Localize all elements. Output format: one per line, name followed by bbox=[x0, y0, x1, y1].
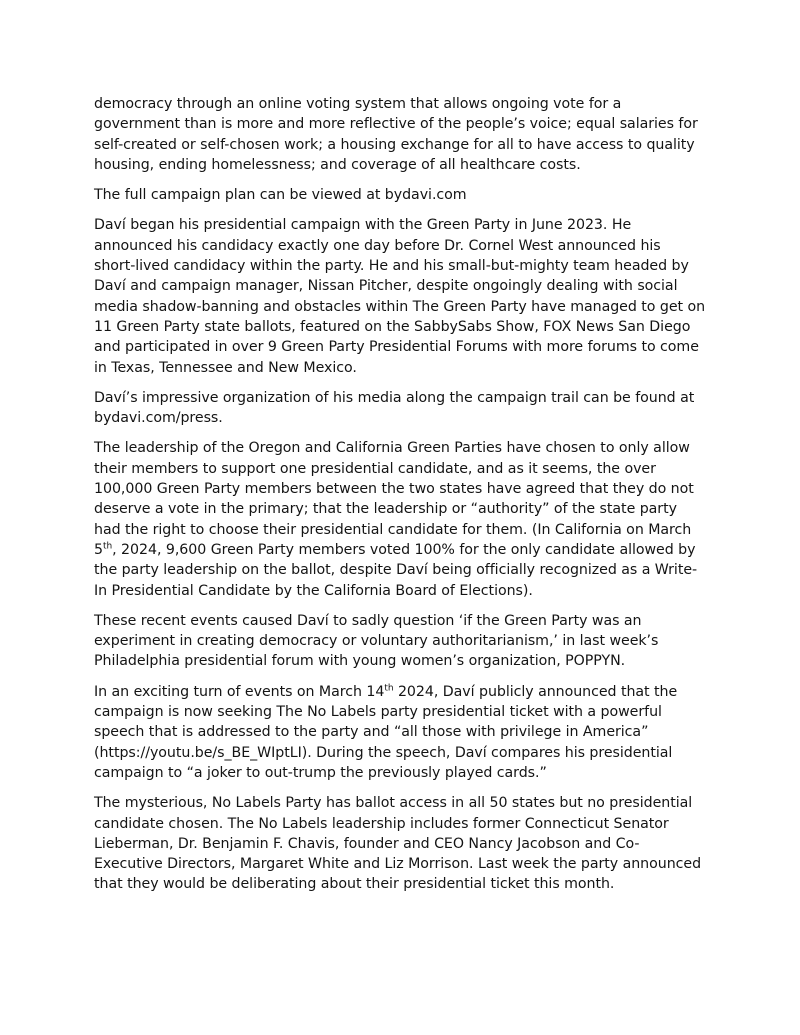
ordinal-suffix: th bbox=[102, 541, 113, 552]
paragraph-green-party-leadership bbox=[94, 438, 706, 600]
paragraph-platform: democracy through an online voting system that allows ongoing vote for a government than is more and more reflective of the people’s voice; equal salaries for self-created or self-chosen work; a housing exchange for all to have access to quality housing, ending homelessness; and coverage of all healthcare costs. bbox=[94, 96, 698, 173]
paragraph-recent-events: These recent events caused Daví to sadly question ‘if the Green Party was an experiment in creating democracy or voluntary authoritarianism,’ in last week’s Philadelphia presidential forum with young women’s organization, POPPYN. bbox=[94, 612, 659, 670]
paragraph-media-organization: Daví’s impressive organization of his media along the campaign trail can be found at bydavi.com/press. bbox=[94, 389, 695, 427]
paragraph-text: 2024, Daví publicly announced that the campaign is now seeking The No Labels party presidential ticket with a powerful speech that is addressed to the party and “all those with privilege in America” (https://youtu.be/s_BE_WIptLI). During the speech, Daví compares his presidential campaign to “a joker to out-trump the previously played cards.” bbox=[94, 683, 678, 781]
ordinal-suffix: th bbox=[384, 682, 394, 693]
document-page bbox=[94, 94, 706, 905]
paragraph-no-labels-party: The mysterious, No Labels Party has ballot access in all 50 states but no presidential candidate chosen. The No Labels leadership includes former Connecticut Senator Lieberman, Dr. Benjamin F. Chavis, founder and CEO Nancy Jacobson and Co-Executive Directors, Margaret White and Liz Morrison. Last week the party announced that they would be deliberating about their presidential ticket this month. bbox=[94, 795, 702, 893]
paragraph-campaign-plan: The full campaign plan can be viewed at bydavi.com bbox=[94, 187, 467, 204]
paragraph-no-labels-announcement bbox=[94, 682, 706, 783]
paragraph-text: In an exciting turn of events on March 14 bbox=[94, 683, 385, 700]
paragraph-text: The leadership of the Oregon and California Green Parties have chosen to only allow their members to support one presidential candidate, and as it seems, the over 100,000 Green Party members between the two states have agreed that they do not deserve a vote in the primary; that the leadership or “authority” of the state party had the right to choose their presidential candidate for them. (In California on March 5 bbox=[94, 440, 694, 558]
paragraph-campaign-history: Daví began his presidential campaign with the Green Party in June 2023. He announced his candidacy exactly one day before Dr. Cornel West announced his short-lived candidacy within the party. He and his small-but-mighty team headed by Daví and campaign manager, Nissan Pitcher, despite ongoingly dealing with social media shadow-banning and obstacles within The Green Party have managed to get on 11 Green Party state ballots, featured on the SabbySabs Show, FOX News San Diego and participated in over 9 Green Party Presidential Forums with more forums to come in Texas, Tennessee and New Mexico. bbox=[94, 217, 706, 376]
paragraph-text: , 2024, 9,600 Green Party members voted 100% for the only candidate allowed by the party leadership on the ballot, despite Daví being officially recognized as a Write-In Presidential Candidate by the California Board of Elections). bbox=[94, 541, 698, 599]
